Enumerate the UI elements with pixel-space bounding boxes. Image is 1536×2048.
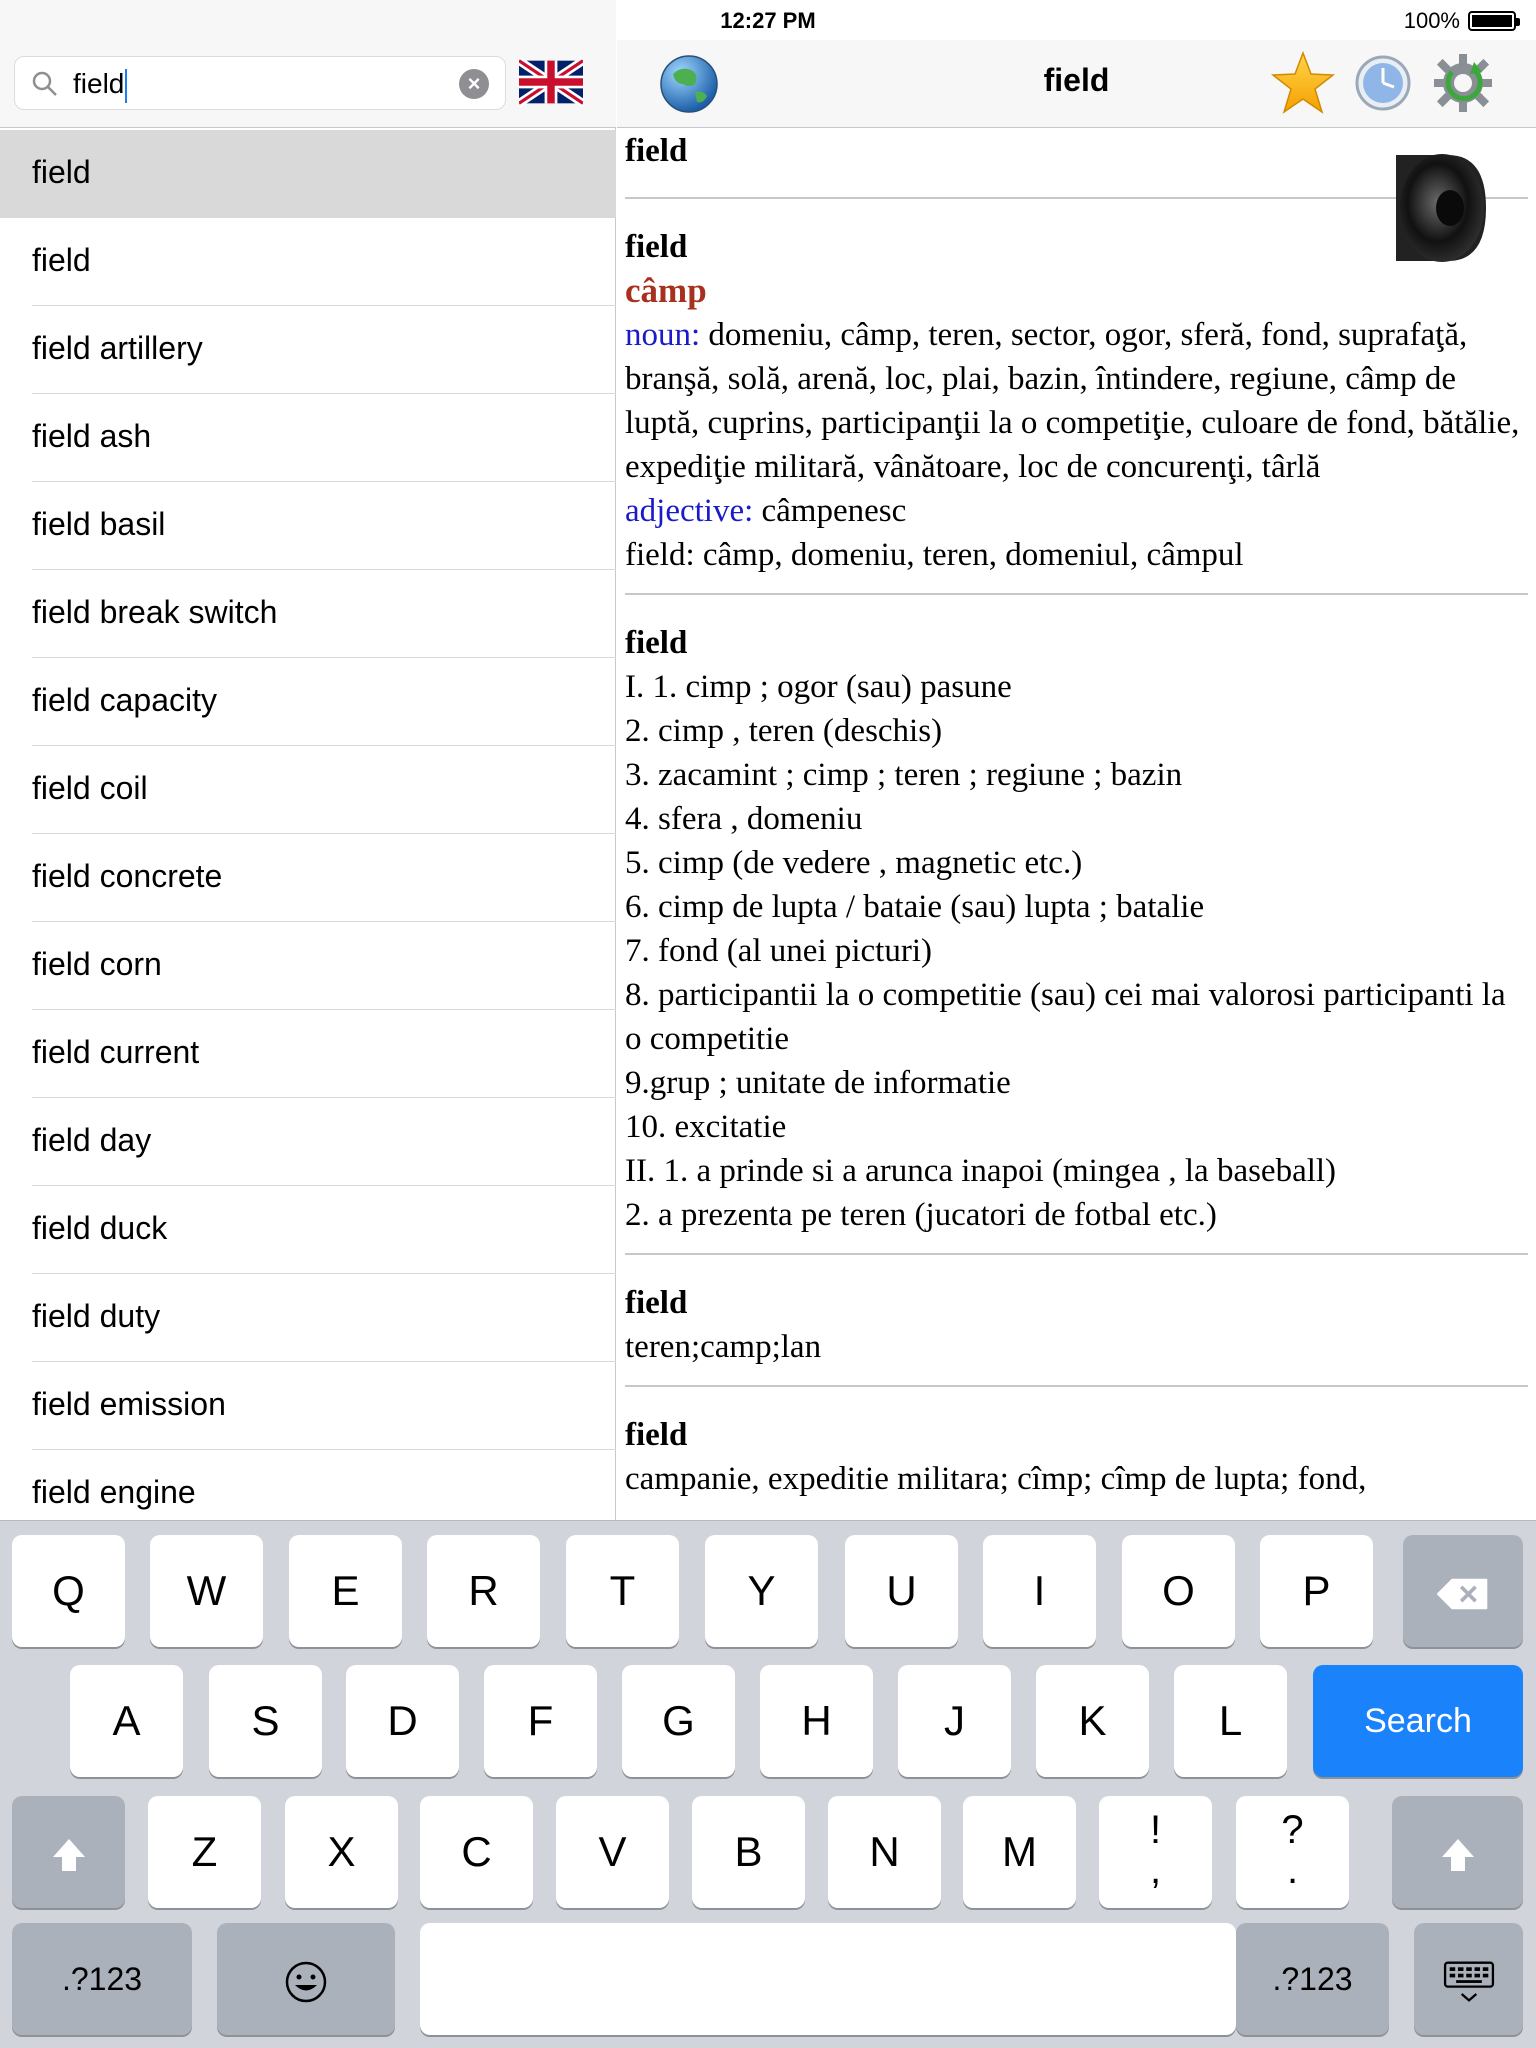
key-t[interactable]: T	[566, 1535, 679, 1647]
adjective-definition	[625, 489, 1528, 533]
key-d[interactable]: D	[346, 1665, 459, 1777]
sense-line: 4. sfera , domeniu	[625, 801, 863, 837]
battery-icon	[1468, 11, 1516, 31]
list-item[interactable]: field current	[0, 1010, 616, 1098]
key-m[interactable]: M	[963, 1796, 1076, 1908]
shift-key-left[interactable]	[12, 1796, 125, 1908]
list-item[interactable]: field basil	[0, 482, 616, 570]
entry-headword: field	[625, 133, 688, 169]
key-r[interactable]: R	[427, 1535, 540, 1647]
word-list	[0, 130, 616, 1538]
clock-time: 12:27 PM	[720, 8, 816, 33]
key-g[interactable]: G	[622, 1665, 735, 1777]
history-clock-icon[interactable]	[1354, 54, 1412, 112]
key-lower-char: ,	[1149, 1848, 1162, 1892]
list-item[interactable]: field artillery	[0, 306, 616, 394]
sense-line: 2. cimp , teren (deschis)	[625, 713, 943, 749]
key-y[interactable]: Y	[705, 1535, 818, 1647]
key-j[interactable]: J	[898, 1665, 1011, 1777]
sense-line: II. 1. a prinde si a arunca inapoi (mingea , la baseball)	[625, 1153, 1337, 1189]
list-item[interactable]: field duck	[0, 1186, 616, 1274]
dismiss-keyboard-key[interactable]	[1414, 1923, 1523, 2035]
key-o[interactable]: O	[1122, 1535, 1235, 1647]
search-header	[0, 0, 616, 128]
key-u[interactable]: U	[845, 1535, 958, 1647]
list-item[interactable]: field day	[0, 1098, 616, 1186]
key-i[interactable]: I	[983, 1535, 1096, 1647]
definition-entry	[625, 217, 1528, 595]
search-key[interactable]: Search	[1313, 1665, 1523, 1777]
entry-headword: field	[625, 229, 688, 265]
pos-text: domeniu, câmp, teren, sector, ogor, sferă, fond, suprafaţă, branşă, solă, arenă, loc, plai, bazin, întindere, regiune, câmp de luptă, cuprins, participanţii la o competiţie, culoare de fond, bătălie, expediţie militară, vânătoare, loc de concurenţi, târlă	[625, 317, 1520, 485]
key-f[interactable]: F	[484, 1665, 597, 1777]
key-e[interactable]: E	[289, 1535, 402, 1647]
on-screen-keyboard	[0, 1520, 1536, 2048]
key-a[interactable]: A	[70, 1665, 183, 1777]
key-lower-char: .	[1286, 1848, 1299, 1892]
entry-headword: field	[625, 625, 688, 661]
page-title: field	[1043, 62, 1110, 98]
space-bar[interactable]	[420, 1923, 1236, 2035]
list-item[interactable]: field capacity	[0, 658, 616, 746]
key-s[interactable]: S	[209, 1665, 322, 1777]
list-item[interactable]: field concrete	[0, 834, 616, 922]
search-input[interactable]: field	[73, 57, 127, 111]
clear-search-icon[interactable]: ×	[459, 69, 489, 99]
detail-header	[617, 40, 1536, 128]
backspace-key[interactable]	[1403, 1535, 1523, 1647]
shift-key-right[interactable]	[1392, 1796, 1523, 1908]
key-w[interactable]: W	[150, 1535, 263, 1647]
key-v[interactable]: V	[556, 1796, 669, 1908]
key-h[interactable]: H	[760, 1665, 873, 1777]
list-item[interactable]: field	[0, 130, 616, 218]
list-item[interactable]: field ash	[0, 394, 616, 482]
list-item[interactable]: field	[0, 218, 616, 306]
definition-entry	[625, 1273, 1528, 1387]
list-item[interactable]: field coil	[0, 746, 616, 834]
numbers-key-left[interactable]: .?123	[12, 1923, 192, 2035]
entry-headword: field	[625, 1285, 688, 1321]
key-question-period[interactable]	[1236, 1796, 1349, 1908]
sense-line: 2. a prezenta pe teren (jucatori de fotbal etc.)	[625, 1197, 1217, 1233]
entry-text: teren;camp;lan	[625, 1329, 822, 1365]
uk-flag-icon[interactable]	[519, 56, 583, 108]
key-b[interactable]: B	[692, 1796, 805, 1908]
shift-icon	[1438, 1835, 1478, 1875]
settings-gear-icon[interactable]	[1430, 50, 1496, 116]
emoji-key[interactable]	[217, 1923, 395, 2035]
sense-line: 9.grup ; unitate de informatie	[625, 1065, 1011, 1101]
noun-definition	[625, 313, 1528, 489]
list-item[interactable]: field engine	[0, 1450, 616, 1538]
sense-line: 7. fond (al unei picturi)	[625, 933, 932, 969]
sense-line: 6. cimp de lupta / bataie (sau) lupta ; batalie	[625, 889, 1205, 925]
list-item[interactable]: field duty	[0, 1274, 616, 1362]
entry-text: campanie, expeditie militara; cîmp; cîmp de lupta; fond,	[625, 1461, 1367, 1497]
key-upper-char: !	[1149, 1808, 1162, 1852]
sense-line: I. 1. cimp ; ogor (sau) pasune	[625, 669, 1012, 705]
key-x[interactable]: X	[285, 1796, 398, 1908]
key-c[interactable]: C	[420, 1796, 533, 1908]
list-item[interactable]: field emission	[0, 1362, 616, 1450]
numbers-key-right[interactable]: .?123	[1236, 1923, 1389, 2035]
definition-view	[617, 129, 1536, 1520]
word-list-pane	[0, 0, 616, 1520]
key-q[interactable]: Q	[12, 1535, 125, 1647]
entry-headword: field	[625, 1417, 688, 1453]
battery-percent: 100%	[1403, 8, 1460, 33]
backspace-icon	[1436, 1576, 1490, 1612]
definition-entry	[625, 613, 1528, 1255]
sense-line: 5. cimp (de vedere , magnetic etc.)	[625, 845, 1083, 881]
key-p[interactable]: P	[1260, 1535, 1373, 1647]
entry-translation: câmp	[625, 271, 707, 310]
sense-line: 3. zacamint ; cimp ; teren ; regiune ; bazin	[625, 757, 1183, 793]
favorite-star-icon[interactable]	[1270, 50, 1336, 116]
definition-entry	[625, 1405, 1528, 1517]
sense-line: 8. participantii la o competitie (sau) cei mai valorosi participanti la o competitie	[625, 977, 1506, 1057]
search-icon	[31, 70, 59, 98]
keyboard-dismiss-icon	[1441, 1959, 1497, 2005]
shift-icon	[49, 1835, 89, 1875]
key-n[interactable]: N	[828, 1796, 941, 1908]
list-item[interactable]: field break switch	[0, 570, 616, 658]
emoji-icon	[284, 1960, 328, 2004]
search-field[interactable]	[14, 56, 506, 110]
key-exclamation-comma[interactable]	[1099, 1796, 1212, 1908]
key-upper-char: ?	[1281, 1808, 1304, 1852]
key-z[interactable]: Z	[148, 1796, 261, 1908]
key-l[interactable]: L	[1174, 1665, 1287, 1777]
pos-label: adjective:	[625, 493, 754, 529]
pos-text: câmpenesc	[753, 493, 907, 529]
pos-label: noun:	[625, 317, 701, 353]
sense-line: 10. excitatie	[625, 1109, 787, 1145]
list-item[interactable]: field corn	[0, 922, 616, 1010]
entry-extra: field: câmp, domeniu, teren, domeniul, câmpul	[625, 537, 1244, 573]
key-k[interactable]: K	[1036, 1665, 1149, 1777]
